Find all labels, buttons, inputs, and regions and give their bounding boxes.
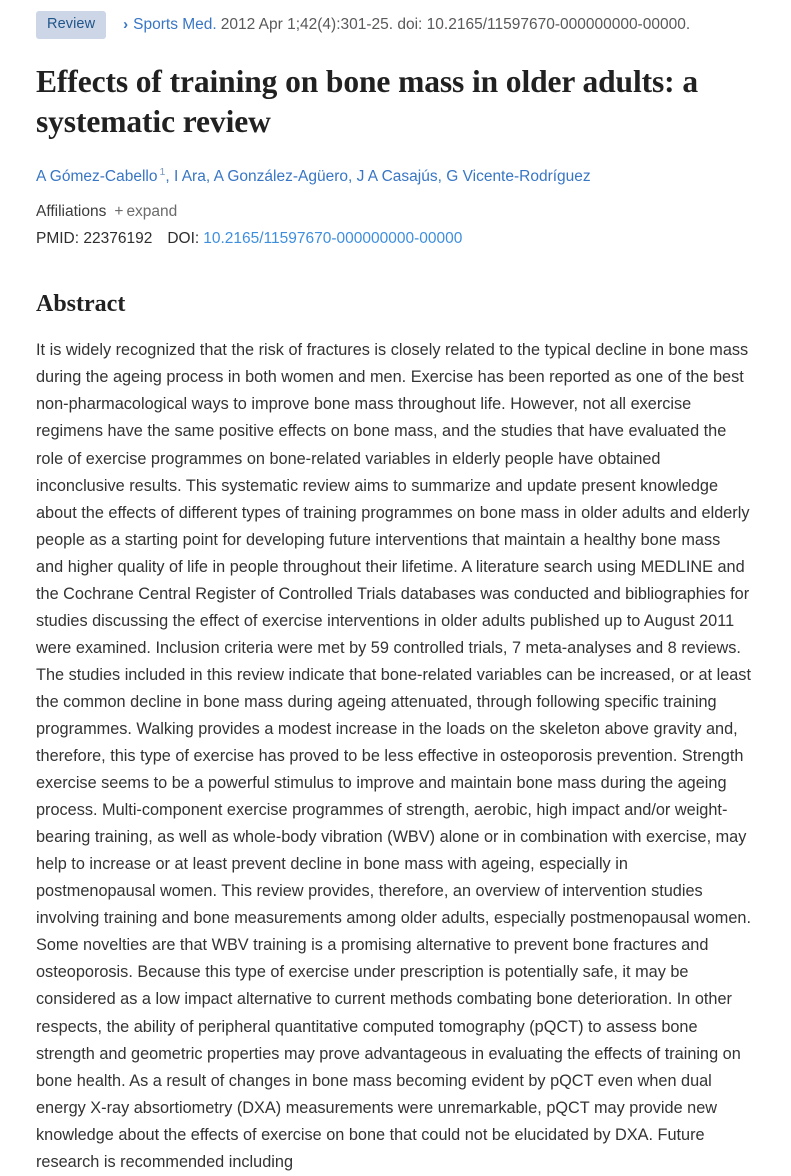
author-list [36, 165, 755, 188]
pmid-value: PMID: 22376192 [36, 230, 153, 248]
abstract-heading: Abstract [36, 291, 126, 318]
author-names-rest[interactable]: , I Ara, A González-Agüero, J A Casajús, G Vicente-Rodríguez [165, 167, 591, 185]
page-title: Effects of training on bone mass in older adults: a systematic review [36, 63, 698, 139]
citation-header [36, 0, 755, 39]
abstract-text: It is widely recognized that the risk of fractures is closely related to the typical decline in bone mass during the ageing process in both women and men. Exercise has been reported as one of the best non-pharmacological ways to improve bone mass throughout life. However, not all exercise regimens have the same positive effects on bone mass, and the studies that have evaluated the role of exercise programmes on bone-related variables in elderly people have obtained inconclusive results. This systematic review aims to summarize and update present knowledge about the effects of different types of training programmes on bone mass in older adults and elderly people as a starting point for developing future interventions that maintain a healthy bone mass and higher quality of life in people throughout their lifetime. A literature search using MEDLINE and the Cochrane Central Register of Controlled Trials databases was conducted and bibliographies for studies discussing the effect of exercise interventions in older adults published up to August 2011 were examined. Inclusion criteria were met by 59 controlled trials, 7 meta-analyses and 8 reviews. The studies included in this review indicate that bone-related variables can be increased, or at least the common decline in bone mass during ageing attenuated, through following specific training programmes. Walking provides a modest increase in the loads on the skeleton above gravity and, therefore, this type of exercise has proved to be less effective in osteoporosis prevention. Strength exercise seems to be a powerful stimulus to improve and maintain bone mass during the ageing process. Multi-component exercise programmes of strength, aerobic, high impact and/or weight-bearing training, as well as whole-body vibration (WBV) alone or in combination with exercise, may help to increase or at least prevent decline in bone mass with ageing, especially in postmenopausal women. This review provides, therefore, an overview of intervention studies involving training and bone measurements among older adults, especially postmenopausal women. Some novelties are that WBV training is a promising alternative to prevent bone fractures and osteoporosis. Because this type of exercise under prescription is potentially safe, it may be considered as a low impact alternative to current methods combating bone deterioration. In other respects, the ability of peripheral quantitative computed tomography (pQCT) to assess bone strength and geometric properties may prove advantageous in evaluating the effects of training on bone health. As a result of changes in bone mass becoming evident by pQCT even when dual energy X-ray absortiometry (DXA) measurements were unremarkable, pQCT may provide new knowledge about the effects of exercise on bone that could not be elucidated by DXA. Future research is recommended including [36, 341, 751, 1171]
doi-link[interactable]: 10.2165/11597670-000000000-00000 [203, 230, 463, 248]
plus-icon[interactable]: + [114, 203, 124, 221]
chevron-right-icon: › [123, 16, 129, 34]
affiliations-row [36, 203, 755, 221]
citation-details: 2012 Apr 1;42(4):301-25. doi: 10.2165/11597670-000000000-00000. [220, 15, 691, 33]
author-name-first[interactable]: A Gómez-Cabello [36, 167, 158, 185]
expand-affiliations-button[interactable]: expand [126, 203, 178, 221]
affiliations-label: Affiliations [36, 203, 107, 221]
publication-type-badge: Review [36, 11, 106, 39]
identifiers-row [36, 230, 755, 248]
author-affiliation-marker[interactable]: 1 [159, 165, 166, 178]
doi-label: DOI: [167, 230, 200, 248]
journal-link[interactable]: Sports Med. [133, 15, 217, 33]
